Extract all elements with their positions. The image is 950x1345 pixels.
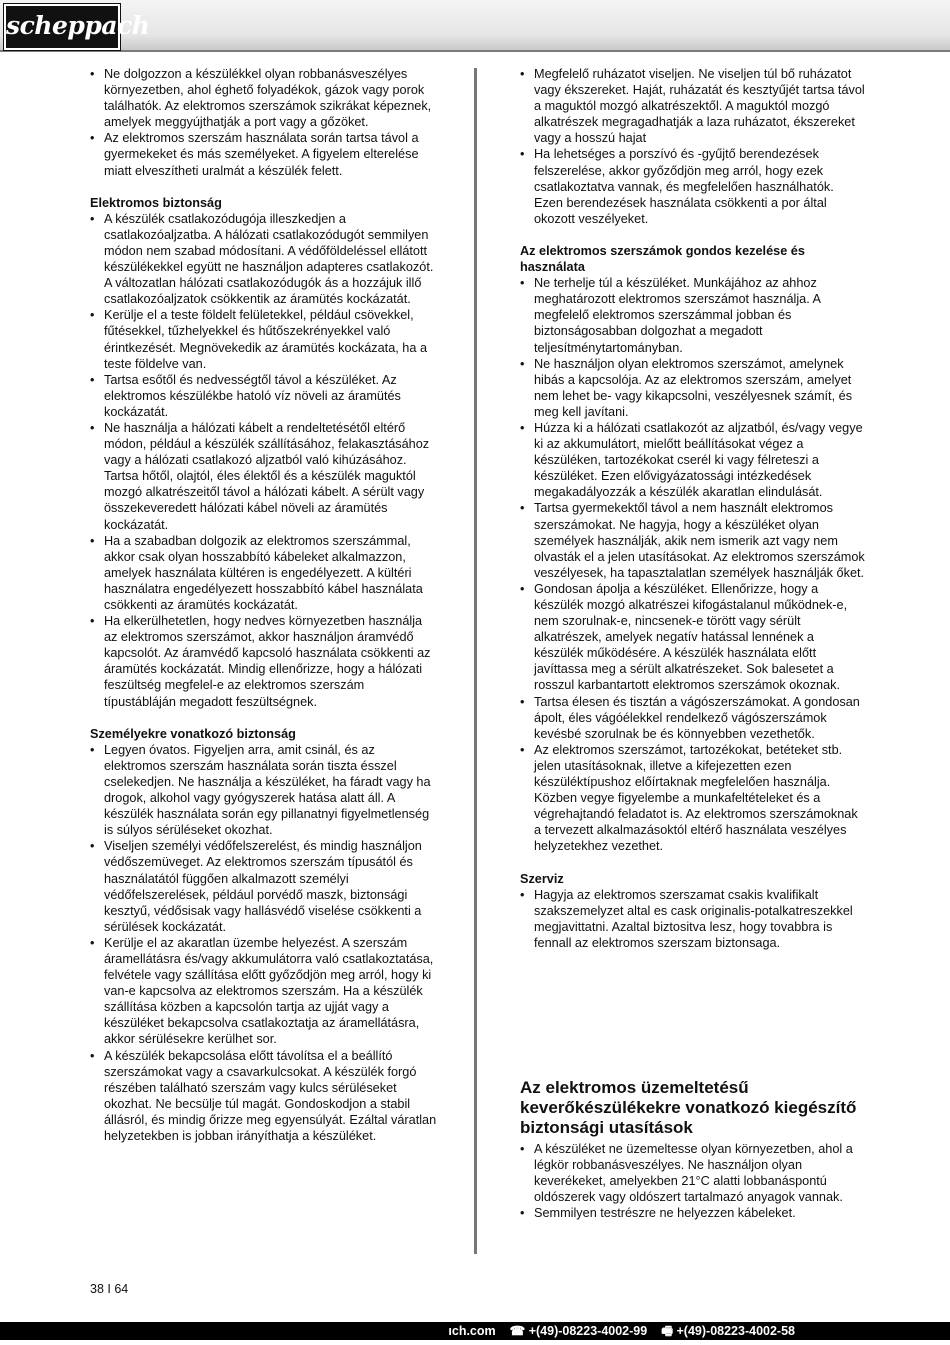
footer-fax: +(49)-08223-4002-58 <box>676 1324 795 1338</box>
list-item: • Viseljen személyi védőfelszerelést, és mindig használjon védőszemüveget. Az elektromos szerszám típusától és használatától függően alkalmazott személyi védőfelszerelések, például porvédő maszk, biztonsági kesztyű, védősisak vagy hallásvédő viselése csökkenti a sérülések kockázatát. <box>90 838 438 935</box>
phone-icon: ☎ <box>509 1324 526 1338</box>
list-item: • Ne dolgozzon a készülékkel olyan robbanásveszélyes környezetben, ahol éghető folyadékok, gázok vagy porok találhatók. Az elektromos szerszámok szikrákat képeznek, amelyek meggyújthatják a port vagy a gőzöket. <box>90 66 438 130</box>
footer-contact <box>448 1322 795 1340</box>
list-item: • Az elektromos szerszám használata során tartsa távol a gyermekeket és más személyeket. A figyelem elterelése miatt elveszítheti uralmát a készülék felett. <box>90 130 438 178</box>
list-item: • Ha lehetséges a porszívó és -gyűjtő berendezések felszerelése, akkor győződjön meg arról, hogy ezek csatlakoztatva vannak, és megfelelően használhatók. Ezen berendezések használata csökkenti a por által okozott veszélyeket. <box>520 146 865 226</box>
list-item: • A készülék csatlakozódugója illeszkedjen a csatlakozóaljzatba. A hálózati csatlakozódugót semmilyen módon nem szabad módosítani. A védőföldeléssel ellátott készülékekkel együtt ne használjon adapteres csatlakozót. A változatlan hálózati csatlakozódugók ás a hozzájuk illő csatlakozóaljzatok csökkentik az áramütés kockázatát. <box>90 211 438 308</box>
brand-logo: scheppach <box>4 4 120 50</box>
list-item: • Tartsa élesen és tisztán a vágószerszámokat. A gondosan ápolt, éles vágóélekkel rendelkező vágószerszámok kevésbé szorulnak be és könnyebben vezethetők. <box>520 694 865 742</box>
list-item: • Az elektromos szerszámot, tartozékokat, betéteket stb. jelen utasításoknak, illetve a kifejezetten ezen készüléktípushoz előírtaknak megfelelően használja. Közben vegye figyelembe a munkafeltételeket és a végrehajtandó feladatot is. Az elektromos szerszámoknak a tervezett alkalmazásoktól eltérő használata veszélyes helyzetekhez vezethet. <box>520 742 865 855</box>
list-item: • Kerülje el az akaratlan üzembe helyezést. A szerszám áramellátásra és/vagy akkumulátorra való csatlakoztatása, felvétele vagy szállítása előtt győződjön meg arról, hogy ki van-e kapcsolva az elektromos szerszám. Ha a készülék szállítása közben a kapcsolón tartja az ujját vagy a készüléket bekapcsolva csatlakoztatja az áramellátásra, akkor sérülésekre kerülhet sor. <box>90 935 438 1048</box>
footer-website: ıch.com <box>448 1324 496 1338</box>
page-number: 38 I 64 <box>90 1282 129 1296</box>
right-column <box>520 66 865 951</box>
header-rule <box>0 50 950 52</box>
list-item: • Megfelelő ruházatot viseljen. Ne viseljen túl bő ruházatot vagy ékszereket. Haját, ruházatát és kesztyűjét tartsa távol a maguktól mozgó alkatrészektől. A maguktól mozgó alkatrészek megragadhatják a laza ruházatot, ékszereket vagy a hosszú hajat <box>520 66 865 146</box>
mixer-safety-section <box>520 1078 865 1221</box>
list-item: • Ha elkerülhetetlen, hogy nedves környezetben használja az elektromos szerszámot, akkor használjon áramvédő kapcsolót. Az áramvédő kapcsoló használata csökkenti az áramütés kockázatát. Mindig ellenőrizze, hogy a hálózati feszültség megfelel-e az elektromos szerszám típustábláján megadott feszültségnek. <box>90 613 438 710</box>
column-divider <box>474 68 477 1254</box>
section-title-personal-safety: Személyekre vonatkozó biztonság <box>90 726 296 741</box>
footer-phone: +(49)-08223-4002-99 <box>528 1324 648 1338</box>
list-item: • A készüléket ne üzemeltesse olyan környezetben, ahol a légkör robbanásveszélyes. Ne használjon olyan keverékeket, amelyekben 21°C alatti lobbanáspontú oldószerek vagy oldószert tartalmazó anyagok vannak. <box>520 1141 865 1205</box>
section-title-tool-care: Az elektromos szerszámok gondos kezelése és használata <box>520 243 805 275</box>
list-item: • Ne terhelje túl a készüléket. Munkájához az ahhoz meghatározott elektromos szerszámot használja. A megfelelő elektromos szerszámmal jobban és biztonságosabban dolgozhat a megadott teljesítménytartományban. <box>520 275 865 355</box>
list-item: • Legyen óvatos. Figyeljen arra, amit csinál, és az elektromos szerszám használata során tiszta ésszel cselekedjen. Ne használja a készüléket, ha fáradt vagy ha drogok, alkohol vagy gyógyszerek hatása alatt áll. A készülék használata során egy pillanatnyi figyelmetlenség is súlyos sérüléseket okozhat. <box>90 742 438 839</box>
list-item: • A készülék bekapcsolása előtt távolítsa el a beállító szerszámokat vagy a csavarkulcsokat. A készülék forgó részében található szerszám vagy kulcs sérüléseket okozhat. Ne becsülje túl magát. Gondoskodjon a stabil állásról, és mindig őrizze meg egyensúlyát. Ezáltal váratlan helyzetekben is jobban irányíthatja a készüléket. <box>90 1048 438 1145</box>
section-title-service: Szerviz <box>520 871 564 886</box>
mixer-safety-heading: Az elektromos üzemeltetésű keverőkészülékekre vonatkozó kiegészítő biztonsági utasítások <box>520 1078 857 1137</box>
section-title-electric-safety: Elektromos biztonság <box>90 195 222 210</box>
list-item: • Gondosan ápolja a készüléket. Ellenőrizze, hogy a készülék mozgó alkatrészei kifogástalanul működnek-e, nem szorulnak-e, nincsenek-e törött vagy sérült alkatrészek, amelyek negatív hatással lennének a készülék működésére. A készülék használata előtt javíttassa meg a sérült alkatrészeket. Sok balesetet a rosszul karbantartott elektromos szerszámok okoznak. <box>520 581 865 694</box>
list-item: • Ha a szabadban dolgozik az elektromos szerszámmal, akkor csak olyan hosszabbító kábeleket alkalmazzon, amelyek használata kültéren is engedélyezett. A kültéri használatra engedélyezett hosszabbító kábel használata csökkenti az áramütés kockázatát. <box>90 533 438 613</box>
list-item: • Ne használja a hálózati kábelt a rendeltetésétől eltérő módon, például a készülék szállításához, felakasztásához vagy a hálózati csatlakozó aljzatból való kihúzásához. Tartsa hőtől, olajtól, éles élektől és a készülék maguktól mozgó alkatrészeitől távol a hálózati kábelt. A sérült vagy összekeveredett hálózati kábel növeli az áramütés kockázatát. <box>90 420 438 533</box>
list-item: • Semmilyen testrészre ne helyezzen kábeleket. <box>520 1205 865 1221</box>
list-item: • Tartsa esőtől és nedvességtől távol a készüléket. Az elektromos készülékbe hatoló víz növeli az áramütés kockázatát. <box>90 372 438 420</box>
list-item: • Kerülje el a teste földelt felületekkel, például csövekkel, fűtésekkel, tűzhelyekkel és hűtőszekrényekkel való érintkezését. Megnövekedik az áramütés kockázata, ha a teste földelve van. <box>90 307 438 371</box>
footer-bar <box>0 1322 950 1340</box>
left-column <box>90 66 438 1144</box>
list-item: • Ne használjon olyan elektromos szerszámot, amelynek hibás a kapcsolója. Az az elektromos szerszám, amelyet nem lehet be- vagy kikapcsolni, veszélyesnek számít, és meg kell javítani. <box>520 356 865 420</box>
list-item: • Húzza ki a hálózati csatlakozót az aljzatból, és/vagy vegye ki az akkumulátort, mielőtt beállításokat végez a készüléken, tartozékokat cserél ki vagy félreteszi a készüléket. Ezen elővigyázatossági intézkedések megakadályozzák a készülék akaratlan elindulását. <box>520 420 865 500</box>
list-item: • Tartsa gyermekektől távol a nem használt elektromos szerszámokat. Ne hagyja, hogy a készüléket olyan személyek használják, akik nem ismerik azt vagy nem olvasták el a jelen utasításokat. Az elektromos szerszámok veszélyesek, ha tapasztalatlan személyek használják őket. <box>520 500 865 580</box>
list-item: • Hagyja az elektromos szerszamat csakis kvalifikalt szakszemelyzet altal es cask originalis-potalkatreszekkel megjavittatni. Azaltal biztositva lesz, hogy tovabbra is fennall az elektromos szerszam biztonsaga. <box>520 887 865 951</box>
fax-icon: 🖷 <box>661 1324 674 1338</box>
